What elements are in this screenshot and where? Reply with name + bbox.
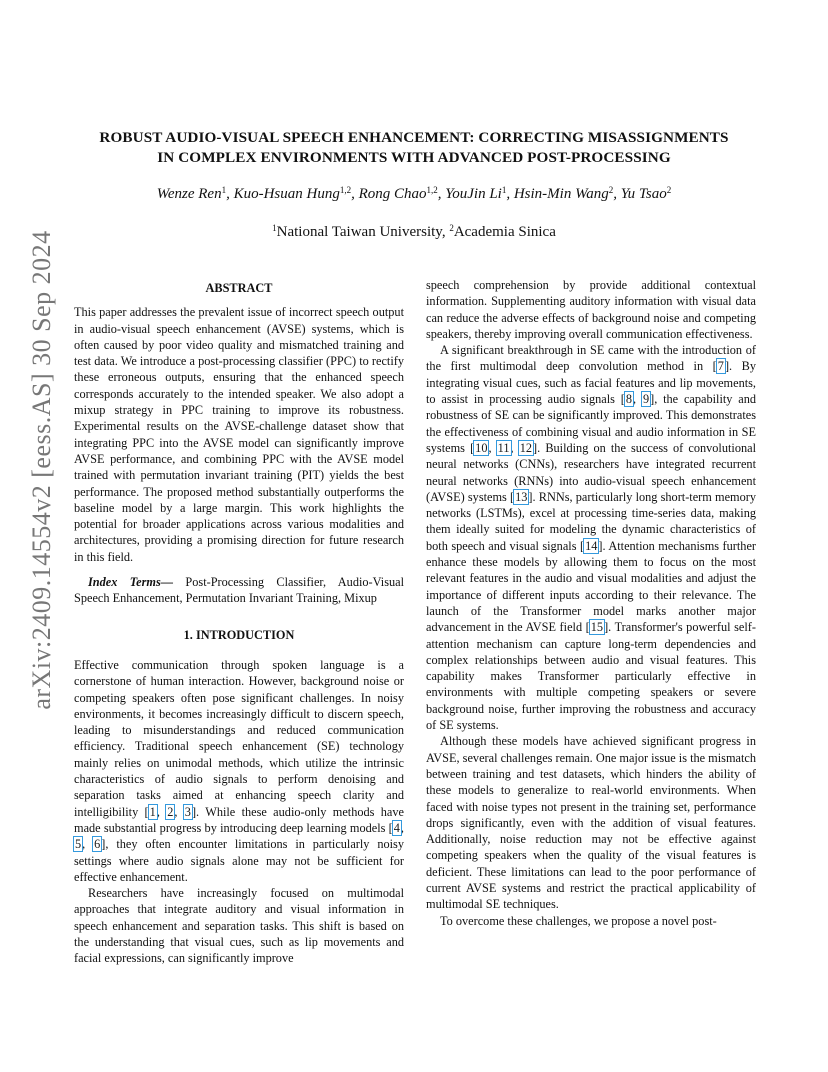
citation-link[interactable]: 2 — [167, 804, 174, 819]
citation-link[interactable]: 7 — [717, 359, 724, 374]
body-text: . Transformer's powerful self-attention mechanism can capture long-term dependencies and complex relationships between audio and visual features. This capability makes Transformer particularly effective in environments with multiple competing speakers or severe background noise, further improving the robustness and accuracy of SE systems. — [426, 620, 756, 733]
author: Wenze Ren — [156, 186, 222, 202]
citation-link[interactable]: 15 — [590, 620, 604, 635]
author-affil-mark: 1,2 — [426, 185, 438, 195]
right-column — [426, 277, 756, 929]
citation-link[interactable]: 14 — [585, 538, 598, 553]
affiliation: Academia Sinica — [453, 224, 556, 240]
citation-link[interactable]: 13 — [515, 489, 528, 504]
left-column — [74, 280, 404, 967]
body-text: , the capability and robustness of SE can be significantly improved. This demonstrates the effectiveness of combining visual and audio information in SE systems — [426, 392, 756, 455]
author-list: Wenze Ren$^1$, Kuo-Hsuan Hung$^{1,2}$, Rong Chao$^{1,2}$, YouJin Li$^1$, Hsin-Min Wang$^2$, Yu Tsao$^2$ — [156, 185, 672, 202]
citation-link[interactable]: 10 — [475, 440, 488, 455]
body-text: . RNNs, particularly long short-term memory networks (LSTMs), excel at processing time-series data, making them ideally suited for modeling the dynamic characteristics of both speech and visual signals — [426, 489, 756, 553]
author: Kuo-Hsuan Hung — [233, 186, 340, 202]
affiliations: $^1$National Taiwan University, $^2$Academia Sinica — [272, 223, 556, 240]
citation-link[interactable]: 6 — [94, 837, 101, 852]
affil-mark: 2 — [449, 223, 454, 233]
author-affil-mark: 2 — [666, 185, 672, 195]
affil-mark: 1 — [272, 223, 277, 233]
right-paragraph-1: speech comprehension by provide additional contextual information. Supplementing auditory information with visual data can reduce the adverse effects of background noise and competing speakers, thereby improving overall communication effectiveness. — [426, 278, 756, 341]
author-affil-mark: 1 — [221, 185, 227, 195]
citation-link[interactable]: 1 — [149, 804, 156, 819]
author: Hsin-Min Wang — [513, 186, 609, 202]
body-text: . By integrating visual cues, such as facial features and lip movements, to assist in processing audio signals — [426, 359, 757, 407]
intro-heading: 1. INTRODUCTION — [183, 627, 295, 642]
intro-paragraph-1: Effective communication through spoken language is a cornerstone of human interaction. However, background noise or competing speakers often pose significant challenges. In noisy environments, it becomes increasingly difficult to discern speech, leading to misunderstandings and reduced communication efficiency. Traditional speech enhancement (SE) technology mainly relies on unimodal methods, which utilize the intrinsic characteristics of audio signals to perform denoising and separation tasks aimed at enhancing speech clarity and intelligibility [1, 2, 3]. While these audio-only methods have made substantial progress by introducing deep learning models [4, 5, 6], they often encounter limitations in particularly noisy settings where audio signals alone may not be sufficient for effective enhancement. — [74, 657, 404, 884]
citation-link[interactable]: 5 — [75, 837, 82, 852]
body-text: A significant breakthrough in SE came with the introduction of the first multimodal deep convolution method in — [426, 343, 756, 374]
intro-text: , they often encounter limitations in particularly noisy settings where audio signals alone may not be sufficient for effective enhancement. — [74, 837, 404, 884]
intro-paragraph-2: Researchers have increasingly focused on multimodal approaches that integrate auditory and visual information in speech enhancement and separation tasks. This shift is based on the understanding that visual cues, such as lip movements and facial expressions, can significantly improve — [74, 886, 404, 966]
citation-link[interactable]: 8 — [625, 392, 633, 407]
index-terms — [74, 574, 404, 607]
right-paragraph-3: Although these models have achieved significant progress in AVSE, several challenges remain. One major issue is the mismatch between training and test datasets, which hinders the ability of these models to generalize to real-world environments. When faced with noise types not present in the training set, performance drops significantly, even with the addition of visual features. Additionally, noise reduction may not be effective against competing speakers when the quality of the visual features is deficient. These limitations can lead to the poor performance of current AVSE systems and restrict the practical applicability of multimodal SE techniques. — [426, 734, 756, 912]
arxiv-id: arXiv:2409.14554v2 [eess.AS] 30 Sep 2024 — [27, 230, 56, 710]
author-affil-mark: 1 — [501, 185, 507, 195]
author-affil-mark: 2 — [608, 185, 614, 195]
abstract-text: This paper addresses the prevalent issue of incorrect speech output in audio-visual speech enhancement (AVSE) systems, which is often caused by poor video quality and mismatched training and test data. We introduce a post-processing classifier (PPC) to rectify these erroneous outputs, ensuring that the enhanced speech corresponds accurately to the intended speaker. We also adopt a mixup strategy in PPC training to improve its robustness. Experimental results on the AVSE-challenge dataset show that integrating PPC into the AVSE model can significantly improve AVSE performance, and combining PPC with the AVSE model trained with permutation invariant training (PIT) yields the best performance. The proposed method substantially outperforms the baseline model by a large margin. This work highlights the potential for broader applications across various modalities and architectures, providing a promising direction for future research in this field. — [74, 305, 404, 564]
affiliation: National Taiwan University — [276, 224, 442, 240]
title-line-1: ROBUST AUDIO-VISUAL SPEECH ENHANCEMENT: CORRECTING MISASSIGNMENTS — [99, 129, 729, 146]
author-affil-mark: 1,2 — [339, 185, 352, 195]
body-text: . Building on the success of convolutional neural networks (CNNs), researchers have integrated recurrent neural networks (RNNs) into audio-visual speech enhancement (AVSE) systems — [426, 440, 756, 504]
index-terms-text: Post-Processing Classifier, Audio-Visual Speech Enhancement, Permutation Invariant Training, Mixup — [74, 575, 404, 606]
author: Yu Tsao — [620, 186, 667, 202]
citation-link[interactable]: 4 — [393, 820, 400, 835]
author: Rong Chao — [358, 186, 427, 202]
body-text: . Attention mechanisms further enhance these models by allowing them to focus on the most relevant features in the audio and visual modalities and adjust the importance of different inputs according to their relevance. The launch of the Transformer model marks another major advancement in the AVSE field — [426, 538, 756, 635]
intro-text: Effective communication through spoken language is a cornerstone of human interaction. However, background noise or competing speakers often pose significant challenges. In noisy environments, it becomes increasingly difficult to discern speech, leading to misunderstandings and reduced communication efficiency. Traditional speech enhancement (SE) technology mainly relies on unimodal methods, which utilize the intrinsic characteristics of audio signals to perform denoising and separation tasks aimed at enhancing speech clarity and intelligibility — [74, 657, 404, 819]
abstract-heading: ABSTRACT — [205, 281, 273, 295]
citation-link[interactable]: 12 — [519, 440, 533, 455]
paper-title — [74, 128, 754, 168]
intro-text: . While these audio-only methods have made substantial progress by introducing deep learning models — [74, 804, 404, 835]
arxiv-sidebar-stamp — [22, 230, 62, 710]
title-line-2: IN COMPLEX ENVIRONMENTS WITH ADVANCED POST-PROCESSING — [157, 149, 671, 166]
citation-link[interactable]: 11 — [497, 440, 510, 455]
right-paragraph-2: A significant breakthrough in SE came with the introduction of the first multimodal deep convolution method in [7]. By integrating visual cues, such as facial features and lip movements, to assist in processing audio signals [8, 9], the capability and robustness of SE can be significantly improved. This demonstrates the effectiveness of combining visual and audio information in SE systems [10, 11, 12]. Building on the success of convolutional neural networks (CNNs), researchers have integrated recurrent neural networks (RNNs) into audio-visual speech enhancement (AVSE) systems [13]. RNNs, particularly long short-term memory networks (LSTMs), excel at processing time-series data, making them ideally suited for modeling the dynamic characteristics of both speech and visual signals [14]. Attention mechanisms further enhance these models by allowing them to focus on the most relevant features in the audio and visual modalities and adjust the importance of different inputs according to their relevance. The launch of the Transformer model marks another major advancement in the AVSE field [15]. Transformer's powerful self-attention mechanism can capture long-term dependencies and complex relationships between audio and visual features. This capability makes Transformer particularly effective in environments with multiple competing speakers or severe background noise, further improving the robustness and accuracy of SE systems. — [426, 343, 757, 733]
author: YouJin Li — [445, 186, 502, 202]
index-terms-label: Index Terms— — [88, 575, 174, 590]
right-paragraph-4: To overcome these challenges, we propose a novel post- — [440, 913, 717, 928]
citation-link[interactable]: 3 — [184, 804, 191, 819]
citation-link[interactable]: 9 — [642, 392, 650, 407]
